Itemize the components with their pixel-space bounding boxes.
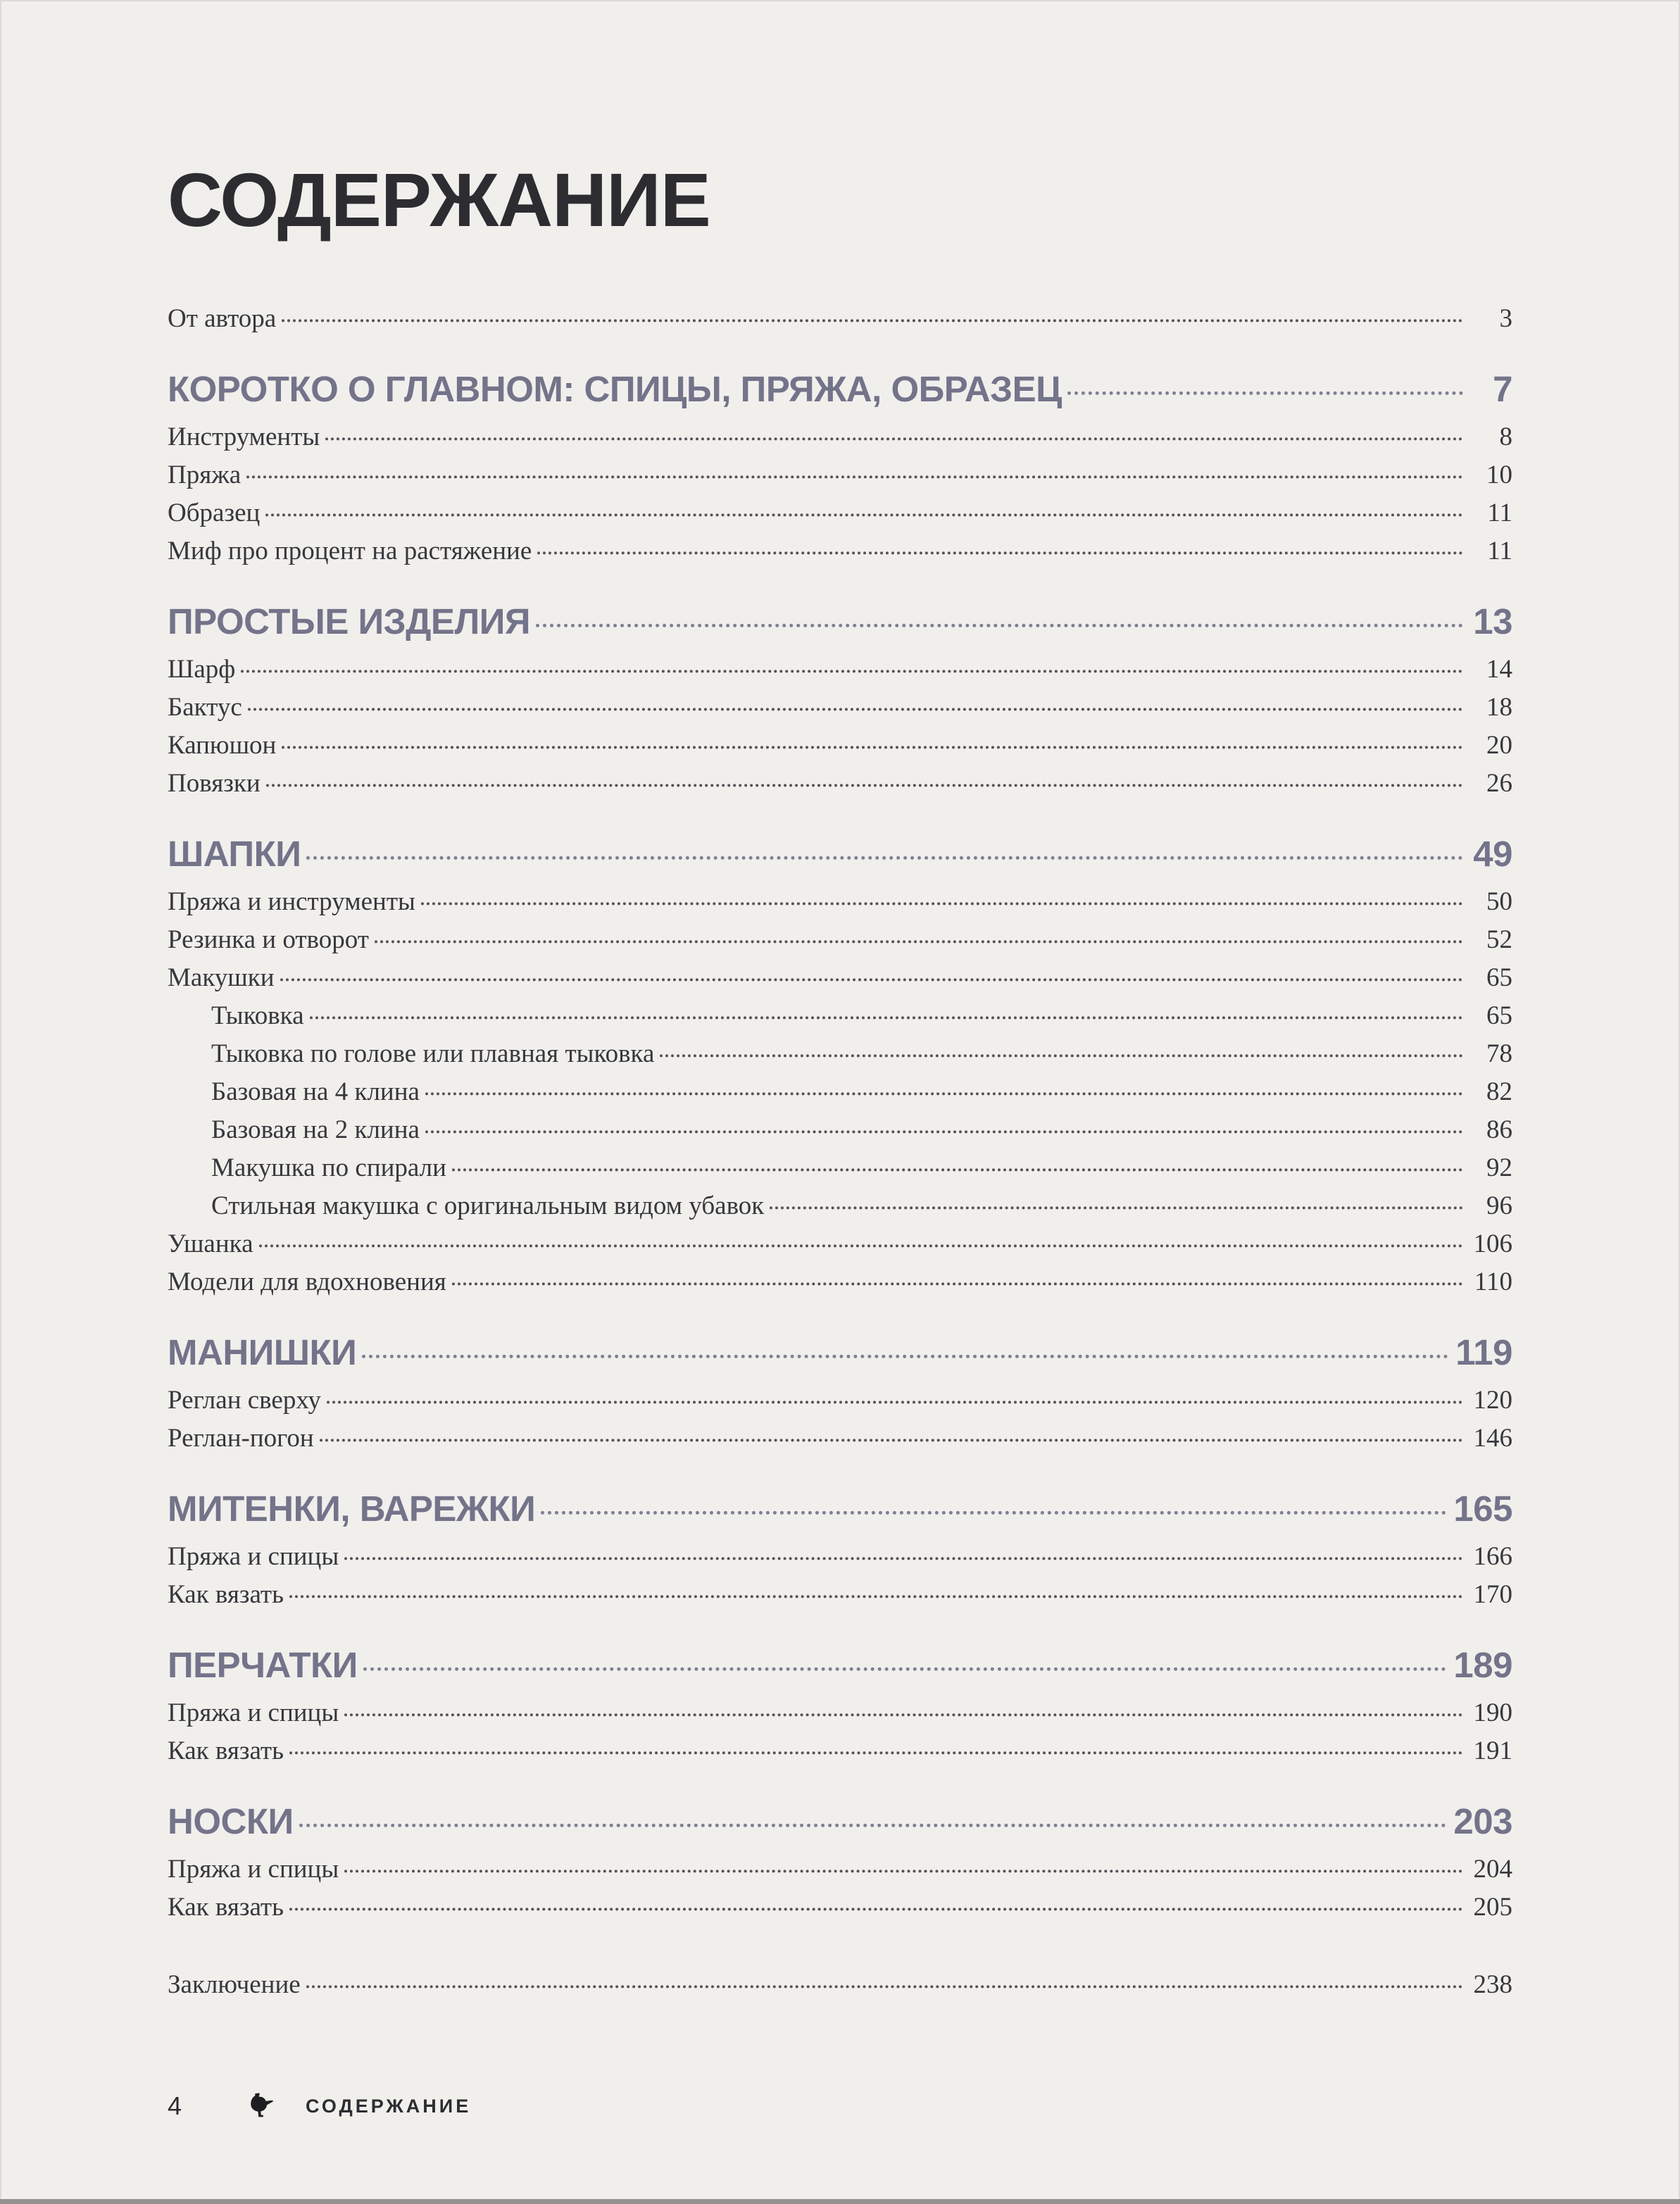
toc-page-number: 52 [1486,925,1512,954]
toc-page-number: 166 [1473,1542,1512,1571]
toc-entry-row [168,1420,1512,1458]
dot-leader [289,1751,1463,1754]
toc-page-number: 120 [1473,1386,1512,1415]
toc-label: Как вязать [168,1893,284,1922]
dot-leader [325,437,1463,440]
toc-page-number: 65 [1486,1001,1512,1030]
dot-leader [259,1244,1464,1247]
toc-entry-row [168,1732,1512,1770]
toc-label: Как вязать [168,1580,284,1609]
dot-leader [363,1667,1447,1671]
toc-entry-row [168,921,1512,959]
page-title: СОДЕРЖАНИЕ [168,157,710,242]
dot-leader [289,1595,1463,1598]
toc-label: Бактус [168,693,242,722]
dot-leader [344,1870,1463,1872]
toc-entry-row [168,1382,1512,1420]
toc-page-number: 119 [1455,1332,1512,1372]
toc-page-number: 14 [1486,655,1512,684]
toc-label: Ушанка [168,1229,253,1258]
toc-page-number: 190 [1473,1698,1512,1727]
toc-label: Как вязать [168,1736,284,1765]
toc-label: Повязки [168,769,261,798]
toc-page-number: 49 [1473,834,1512,874]
toc-page-number: 238 [1473,1970,1512,1999]
dot-leader [537,551,1463,554]
dot-leader [770,1206,1463,1209]
toc-label: Пряжа и спицы [168,1542,339,1571]
dot-leader [282,746,1463,749]
toc-label: ШАПКИ [168,834,301,874]
toc-page-number: 191 [1473,1736,1512,1765]
toc-page-number: 78 [1486,1039,1512,1068]
dot-leader [344,1713,1463,1716]
toc-entry-row [168,651,1512,689]
toc-label: ПЕРЧАТКИ [168,1645,358,1685]
dot-leader [306,1985,1463,1988]
toc-label: От автора [168,304,277,333]
toc-entry-row [168,1225,1512,1263]
toc-section-row [168,1643,1512,1687]
toc-label: ПРОСТЫЕ ИЗДЕЛИЯ [168,601,531,641]
toc-entry-row [168,1576,1512,1614]
toc-label: Тыковка [211,1001,304,1030]
toc-label: Пряжа [168,461,242,489]
dot-leader [241,670,1463,672]
dot-leader [536,624,1463,627]
dot-leader [289,1908,1463,1910]
toc-label: Стильная макушка с оригинальным видом убавок [211,1191,765,1220]
toc-page-number: 165 [1453,1489,1512,1529]
toc-label: НОСКИ [168,1801,294,1841]
toc-page-number: 106 [1473,1229,1512,1258]
dot-leader [375,940,1463,943]
dot-leader [266,784,1463,787]
dot-leader [421,902,1463,905]
toc-entry-row [168,418,1512,456]
dot-leader [327,1401,1463,1403]
toc-page-number: 20 [1486,731,1512,760]
dot-leader [280,978,1463,981]
toc-page-number: 203 [1453,1801,1512,1841]
footer-section-label: СОДЕРЖАНИЕ [306,2095,472,2117]
dot-leader [248,708,1463,710]
toc-entry-row [168,1111,1512,1149]
toc-page-number: 11 [1487,537,1512,565]
toc-section-row [168,600,1512,644]
toc-page-number: 92 [1486,1153,1512,1182]
toc-page-number: 26 [1486,769,1512,798]
toc-label: Образец [168,499,261,527]
toc-entry-row [168,1073,1512,1111]
toc-label: Реглан сверху [168,1386,321,1415]
toc-entry-row [168,1149,1512,1187]
toc-page-number: 65 [1486,963,1512,992]
toc-label: Пряжа и спицы [168,1698,339,1727]
toc-label: Пряжа и спицы [168,1855,339,1884]
toc-section-row [168,1331,1512,1375]
dot-leader [306,856,1463,860]
page-bottom-edge [0,2199,1680,2204]
rooster-icon [246,2091,276,2121]
toc-label: МИТЕНКИ, ВАРЕЖКИ [168,1489,536,1529]
toc-page-number: 146 [1473,1424,1512,1453]
toc-page-number: 13 [1473,601,1512,641]
toc-section-row [168,1800,1512,1843]
dot-leader [660,1054,1463,1057]
toc-entry-row [168,959,1512,997]
toc-page-number: 204 [1473,1855,1512,1884]
dot-leader [310,1016,1463,1019]
dot-leader [452,1168,1463,1171]
toc-page-number: 170 [1473,1580,1512,1609]
toc-page-number: 50 [1486,887,1512,916]
dot-leader [299,1824,1447,1827]
toc-section-row [168,832,1512,876]
toc-label: Капюшон [168,731,277,760]
toc-page-number: 189 [1453,1645,1512,1685]
dot-leader [452,1282,1463,1285]
dot-leader [425,1130,1463,1133]
dot-leader [541,1511,1446,1515]
dot-leader [344,1557,1463,1560]
toc-entry-row [168,689,1512,727]
toc-label: Заключение [168,1970,301,1999]
toc-label: Резинка и отворот [168,925,369,954]
toc-label: Макушка по спирали [211,1153,446,1182]
toc-label: МАНИШКИ [168,1332,357,1372]
toc-label: Пряжа и инструменты [168,887,415,916]
toc-entry-row [168,765,1512,803]
toc-page-number: 205 [1473,1893,1512,1922]
toc-label: Инструменты [168,422,320,451]
toc-entry-row [168,1035,1512,1073]
toc-page-number: 8 [1499,422,1512,451]
toc-entry-row [168,997,1512,1035]
toc-entry-row [168,456,1512,494]
toc-label: Макушки [168,963,275,992]
toc-page-number: 82 [1486,1077,1512,1106]
toc-page-number: 11 [1487,499,1512,527]
dot-leader [282,319,1463,322]
dot-leader [265,513,1463,516]
toc-label: Тыковка по голове или плавная тыковка [211,1039,655,1068]
footer-page-number: 4 [168,2091,182,2120]
toc-page-number: 86 [1486,1115,1512,1144]
dot-leader [425,1092,1463,1095]
toc-label: Базовая на 2 клина [211,1115,420,1144]
toc-label: Модели для вдохновения [168,1267,446,1296]
toc-entry-row [168,727,1512,765]
dot-leader [320,1439,1463,1441]
toc-entry-row [168,1889,1512,1927]
toc-page-number: 110 [1474,1267,1512,1296]
dot-leader [246,475,1463,478]
toc-entry-row [168,1851,1512,1889]
toc-list [168,300,1512,2004]
toc-page-number: 10 [1486,461,1512,489]
dot-leader [1067,392,1463,395]
toc-section-row [168,368,1512,411]
toc-page-number: 96 [1486,1191,1512,1220]
toc-entry-row [168,1538,1512,1576]
toc-entry-row [168,1187,1512,1225]
toc-page-number: 3 [1499,304,1512,333]
page-footer [168,2091,471,2121]
toc-label: Миф про процент на растяжение [168,537,532,565]
dot-leader [362,1355,1448,1358]
toc-entry-row [168,1263,1512,1301]
toc-entry-row [168,1694,1512,1732]
toc-label: Шарф [168,655,236,684]
toc-entry-row [168,883,1512,921]
toc-section-row [168,1487,1512,1531]
toc-entry-row [168,532,1512,570]
toc-entry-row [168,494,1512,532]
toc-page-number: 7 [1493,369,1512,409]
toc-label: Реглан-погон [168,1424,314,1453]
toc-label: Базовая на 4 клина [211,1077,420,1106]
toc-label: КОРОТКО О ГЛАВНОМ: СПИЦЫ, ПРЯЖА, ОБРАЗЕЦ [168,369,1062,409]
toc-entry-row [168,300,1512,338]
toc-page-number: 18 [1486,693,1512,722]
toc-entry-row [168,1966,1512,2004]
